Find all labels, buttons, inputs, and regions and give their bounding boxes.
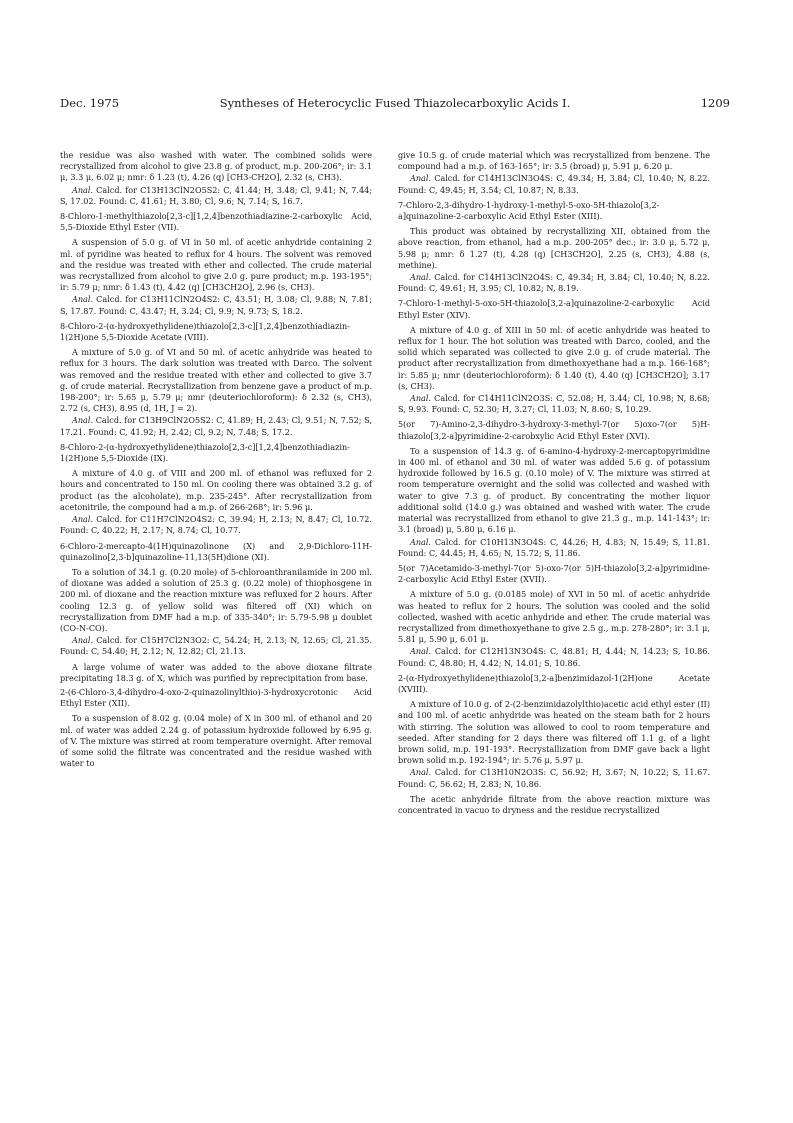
analysis-label: Anal. [410, 646, 432, 657]
right-column [398, 150, 710, 817]
analysis-values: Calcd. for C13H11ClN2O4S2: C, 43.51; H, 3.08; Cl, 9.88; N, 7.81; S, 17.87. Found: C, 43.47; H, 3.24; Cl, 9.9; N, 9.73; S, 18.2. [60, 294, 372, 316]
analysis-values: Calcd. for C15H7Cl2N3O2: C, 54.24; H, 2.13; N, 12.65; Cl, 21.35. Found: C, 54.40; H, 2.12; N, 12.82; Cl, 21.13. [60, 635, 372, 657]
analysis-label: Anal. [72, 415, 94, 426]
analysis-values: Calcd. for C10H13N3O4S: C, 44.26; H, 4.83; N, 15.49; S, 11.81. Found: C, 44.45; H, 4.65; N, 15.72; S, 11.86. [398, 536, 710, 558]
analysis-paragraph [60, 514, 372, 536]
body-paragraph: To a suspension of 14.3 g. of 6-amino-4-hydroxy-2-mercaptopyrimidine in 400 ml. of ethanol and 30 ml. of water was added 5.6 g. of potassium hydroxide followed by 16.5 g. (0.10 mole) of V. The mixture was stirred at room temperature overnight and the solid was collected and washed with water to give 7.3 g. of product. By concentrating the mother liquor additional solid (14.0 g.) was obtained and washed with water. The crude material was recrystallized from ethanol to give 21.3 g., m.p. 141-143°; ir: 3.1 (broad) μ, 5.80 μ, 6.16 μ. [398, 445, 710, 535]
body-paragraph: A mixture of 10.0 g. of 2-(2-benzimidazolylthio)acetic acid ethyl ester (II) and 100 ml. of acetic anhydride was heated on the steam bath for 2 hours with stirring. The solution was allowed to cool to room temperature and seeded. After standing for 2 days there was filtered off 1.1 g. of a light brown solid, m.p. 191-193°. Recrystallization from DMF gave back a light brown solid m.p. 192-194°; ir: 5.76 μ, 5.97 μ. [398, 699, 710, 766]
analysis-values: Calcd. for C13H10N2O3S: C, 56.92; H, 3.67; N, 10.22; S, 11.67. Found: C, 56.62; H, 2.83; N, 10.86. [398, 767, 710, 789]
header-date: Dec. 1975 [60, 96, 120, 110]
analysis-label: Anal. [410, 173, 432, 184]
analysis-values: Calcd. for C14H13ClN2O4S: C, 49.34; H, 3.84; Cl, 10.40; N, 8.22. Found: C, 49.61; H, 3.95; Cl, 10.82; N, 8.19. [398, 272, 710, 294]
analysis-label: Anal. [410, 393, 432, 404]
analysis-label: Anal. [72, 294, 94, 305]
page-header [60, 96, 730, 112]
analysis-values: Calcd. for C11H7ClN2O4S2: C, 39.94; H, 2.13; N, 8.47; Cl, 10.72. Found: C, 40.22; H, 2.17; N, 8.74; Cl, 10.77. [60, 514, 372, 536]
body-paragraph: To a suspension of 8.02 g. (0.04 mole) of X in 300 ml. of ethanol and 20 ml. of water was added 2.24 g. of potassium hydroxide followed by 6.95 g. of V. The mixture was stirred at room temperature overnight. After removal of some solid the filtrate was concentrated and the residue washed with water to [60, 713, 372, 769]
section-heading: 8-Chloro-1-methylthiazolo[2,3-c][1,2,4]benzothiadiazine-2-carboxylic Acid, 5,5-Dioxide Ethyl Ester (VII). [60, 211, 372, 233]
analysis-paragraph [398, 646, 710, 668]
analysis-label: Anal. [72, 514, 94, 525]
left-column [60, 150, 372, 770]
body-paragraph: A suspension of 5.0 g. of VI in 50 ml. of acetic anhydride containing 2 ml. of pyridine was heated to reflux for 4 hours. The solvent was removed and the residue was treated with ether and collected. The crude material was recrystallized from alcohol to give 2.0 g. pure product; m.p. 193-195°; ir: 5.79 μ; nmr: δ 1.43 (t), 4.42 (q) [CH3CH2O], 2.96 (s, CH3). [60, 237, 372, 293]
section-heading: 8-Chloro-2-(α-hydroxyethylidene)thiazolo[2,3-c][1,2,4]benzothiadiazin-1(2H)one 5,5-Dioxide Acetate (VIII). [60, 320, 350, 343]
analysis-paragraph [398, 767, 710, 789]
body-paragraph: A mixture of 5.0 g. of VI and 50 ml. of acetic anhydride was heated to reflux for 3 hours. The dark solution was treated with Darco. The solvent was removed and the residue treated with ether and collected to give 3.7 g. of crude material. Recrystallization from benzene gave a product of m.p. 198-200°; ir: 5.65 μ, 5.79 μ; nmr (deuteriochloroform): δ 2.32 (s, CH3), 2.72 (s, CH3), 8.95 (d, 1H, J = 2). [60, 347, 372, 414]
section-heading: 2-(α-Hydroxyethylidene)thiazolo[3,2-a]benzimidazol-1(2H)one Acetate (XVIII). [398, 672, 710, 694]
analysis-paragraph [398, 393, 710, 415]
body-paragraph: To a solution of 34.1 g. (0.20 mole) of 5-chloroanthranilamide in 200 ml. of dioxane was added a solution of 25.3 g. (0.22 mole) of thiophosgene in 200 ml. of dioxane and the reaction mixture was refluxed for 2 hours. After cooling 12.3 g. of yellow solid was filtered off (XI) which on recrystallization from DMF had a m.p. of 335-340°; ir: 5.79-5.98 μ doublet (CO-N-CO). [60, 566, 372, 633]
analysis-values: Calcd. for C12H13N3O4S: C, 48.81; H, 4.44; N, 14.23; S, 10.86. Found: C, 48.80; H, 4.42; N, 14.01; S, 10.86. [398, 646, 710, 668]
analysis-label: Anal. [410, 536, 432, 547]
body-paragraph: give 10.5 g. of crude material which was recrystallized from benzene. The compound had a m.p. of 163-165°; ir: 3.5 (broad) μ, 5.91 μ, 6.20 μ. [398, 150, 710, 172]
analysis-paragraph [398, 537, 710, 559]
body-paragraph: The acetic anhydride filtrate from the above reaction mixture was concentrated in vacuo to dryness and the residue recrystallized [398, 793, 710, 815]
analysis-paragraph [60, 635, 372, 657]
analysis-paragraph [60, 415, 372, 437]
analysis-label: Anal. [72, 184, 94, 195]
body-paragraph: A mixture of 5.0 g. (0.0185 mole) of XVI in 50 ml. of acetic anhydride was heated to reflux for 2 hours. The solution was cooled and the solid collected, washed with acetic anhydride and ether. The crude material was recrystallized from dimethoxyethane to give 2.5 g., m.p. 278-280°; ir: 3.1 μ, 5.81 μ, 5.90 μ, 6.01 μ. [398, 589, 710, 645]
analysis-paragraph [398, 173, 710, 195]
analysis-paragraph [60, 294, 372, 316]
analysis-paragraph [398, 272, 710, 294]
section-heading: 7-Chloro-1-methyl-5-oxo-5H-thiazolo[3,2-a]quinazoline-2-carboxylic Acid Ethyl Ester (XIV). [398, 298, 710, 320]
analysis-label: Anal. [72, 635, 94, 646]
analysis-values: Calcd. for C14H11ClN2O3S: C, 52.08; H, 3.44; Cl, 10.98; N, 8.68; S, 9.93. Found: C, 52.30; H, 3.27; Cl, 11.03; N, 8.60; S, 10.29. [398, 393, 710, 415]
analysis-label: Anal. [410, 767, 432, 778]
section-heading: 5(or 7)-Amino-2,3-dihydro-3-hydroxy-3-methyl-7(or 5)oxo-7(or 5)H-thiazolo[3,2-a]pyrimidine-2-carobxylic Acid Ethyl Ester (XVI). [398, 419, 710, 441]
body-paragraph: A mixture of 4.0 g. of VIII and 200 ml. of ethanol was refluxed for 2 hours and concentrated to 150 ml. On cooling there was obtained 3.2 g. of product (as the alcoholate), m.p. 235-245°. After recrystallization from acetonitrile, the compound had a m.p. of 266-268°; ir: 5.96 μ. [60, 468, 372, 512]
body-paragraph: This product was obtained by recrystallizing XII, obtained from the above reaction, from ethanol, had a m.p. 200-205° dec.; ir: 3.0 μ, 5.72 μ, 5.98 μ; nmr: δ 1.27 (t), 4.28 (q) [CH3CH2O], 2.25 (s, CH3), 4.88 (s, methine). [398, 226, 710, 270]
section-heading: 5(or 7)Acetamido-3-methyl-7(or 5)-oxo-7(or 5)H-thiazolo[3,2-a]pyrimidine-2-carboxylic Acid Ethyl Ester (XVII). [398, 562, 710, 585]
body-paragraph: A mixture of 4.0 g. of XIII in 50 ml. of acetic anhydride was heated to reflux for 1 hour. The hot solution was treated with Darco, cooled, and the solid which separated was collected to give 2.0 g. of crude material. The product after recrystallization from dimethoxyethane had a m.p. 166-168°; ir: 5.85 μ; nmr (deuteriochloroform): δ 1.40 (t), 4.40 (q) [CH3CH2O]; 3.17 (s, CH3). [398, 324, 710, 391]
body-paragraph: the residue was also washed with water. The combined solids were recrystallized from alcohol to give 23.8 g. of product, m.p. 200-206°; ir: 3.1 μ, 3.3 μ, 6.02 μ; nmr: δ 1.23 (t), 4.26 (q) [CH3-CH2O], 2.32 (s, CH3). [60, 150, 372, 183]
section-heading: 8-Chloro-2-(α-hydroxyethylidene)thiazolo[2,3-c][1,2,4]benzothiadiazin-1(2H)one 5,5-Dioxide (IX). [60, 441, 350, 464]
body-paragraph: A large volume of water was added to the above dioxane filtrate precipitating 18.3 g. of X, which was purified by reprecipitation from base. [60, 661, 372, 683]
analysis-values: Calcd. for C14H13ClN3O4S: C, 49.34; H, 3.84; Cl, 10.40; N, 8.22. Found: C, 49.45; H, 3.54; Cl, 10.87; N, 8.33. [398, 173, 710, 195]
section-heading: 6-Chloro-2-mercapto-4(1H)quinazolinone (X) and 2,9-Dichloro-11H-quinazolino[2,3-b]quinazoline-11,13(5H)dione (XI). [60, 540, 372, 562]
header-title: Syntheses of Heterocyclic Fused Thiazolecarboxylic Acids I. [219, 96, 571, 110]
page-number: 1209 [700, 96, 730, 110]
analysis-values: Calcd. for C13H13ClN2O5S2: C, 41.44; H, 3.48; Cl, 9.41; N, 7.44; S, 17.02. Found: C, 41.61; H, 3.80; Cl, 9.6; N, 7.14; S, 16.7. [60, 184, 372, 206]
section-heading: 7-Chloro-2,3-dihydro-1-hydroxy-1-methyl-5-oxo-5H-thiazolo[3,2-a]quinazoline-2-carboxylic Acid Ethyl Ester (XIII). [398, 199, 660, 222]
analysis-label: Anal. [410, 272, 432, 283]
analysis-paragraph [60, 185, 372, 207]
section-heading: 2-(6-Chloro-3,4-dihydro-4-oxo-2-quinazolinylthio)-3-hydroxycrotonic Acid Ethyl Ester (XII). [60, 686, 372, 709]
analysis-values: Calcd. for C13H9ClN2O5S2: C, 41.89; H, 2.43; Cl, 9.51; N, 7.52; S, 17.21. Found: C, 41.92; H, 2.42; Cl, 9.2; N, 7.48; S, 17.2. [60, 415, 372, 437]
